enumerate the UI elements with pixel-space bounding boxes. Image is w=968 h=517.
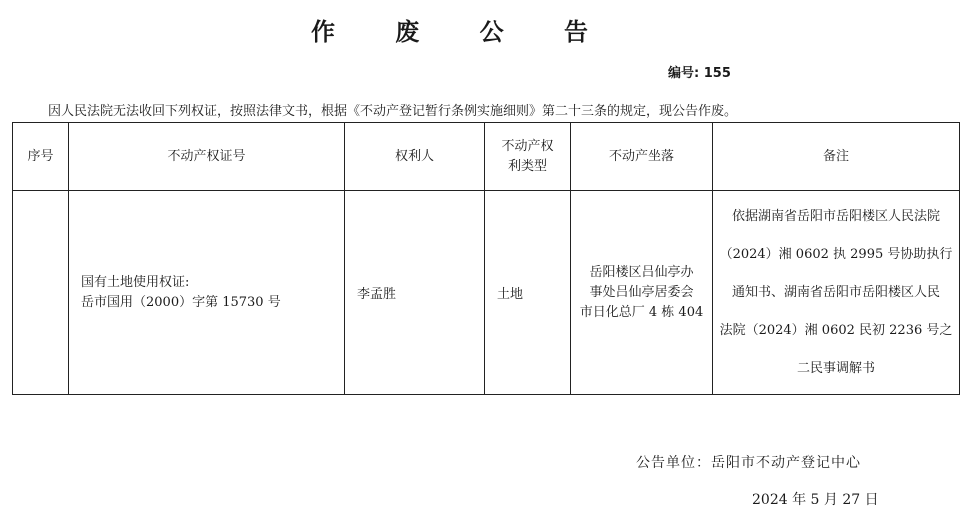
header-location: 不动产坐落 <box>571 123 713 191</box>
cell-remarks <box>713 191 960 395</box>
serial-number <box>668 62 731 81</box>
header-right-type-line2: 利类型 <box>507 158 547 174</box>
location-line3: 市日化总厂 4 栋 404 <box>579 304 704 320</box>
cell-index <box>13 191 69 395</box>
void-notice-table <box>12 122 960 395</box>
header-right-type-line1: 不动产权 <box>501 138 554 154</box>
remarks-line5: 二民事调解书 <box>796 360 875 376</box>
issuing-unit: 公告单位：岳阳市不动产登记中心 <box>636 455 861 471</box>
remarks-line3: 通知书、湖南省岳阳市岳阳楼区人民 <box>731 284 940 300</box>
header-holder: 权利人 <box>345 123 485 191</box>
location-line2: 事处吕仙亭居委会 <box>589 284 694 300</box>
table-header-row <box>13 123 960 191</box>
header-remarks: 备注 <box>713 123 960 191</box>
serial-label: 编号: <box>668 66 700 81</box>
notice-title: 作 废 公 告 <box>310 18 615 46</box>
header-index: 序号 <box>13 123 69 191</box>
remarks-line1: 依据湖南省岳阳市岳阳楼区人民法院 <box>731 208 940 224</box>
serial-value: 155 <box>703 66 731 81</box>
header-certificate: 不动产权证号 <box>69 123 345 191</box>
cell-location <box>571 191 713 395</box>
cell-holder: 李孟胜 <box>345 191 485 395</box>
certificate-line2: 岳市国用（2000）字第 15730 号 <box>81 294 281 310</box>
remarks-line4: 法院（2024）湘 0602 民初 2236 号之 <box>719 322 953 338</box>
intro-paragraph: 因人民法院无法收回下列权证，按照法律文书，根据《不动产登记暂行条例实施细则》第二十三条的规定，现公告作废。 <box>48 104 738 119</box>
cell-right-type: 土地 <box>485 191 571 395</box>
table-row <box>13 191 960 395</box>
notice-date: 2024 年 5 月 27 日 <box>752 492 879 508</box>
cell-certificate <box>69 191 345 395</box>
location-line1: 岳阳楼区吕仙亭办 <box>589 264 694 280</box>
header-right-type <box>485 123 571 191</box>
certificate-line1: 国有土地使用权证: <box>81 274 190 290</box>
remarks-line2: （2024）湘 0602 执 2995 号协助执行 <box>719 246 953 262</box>
